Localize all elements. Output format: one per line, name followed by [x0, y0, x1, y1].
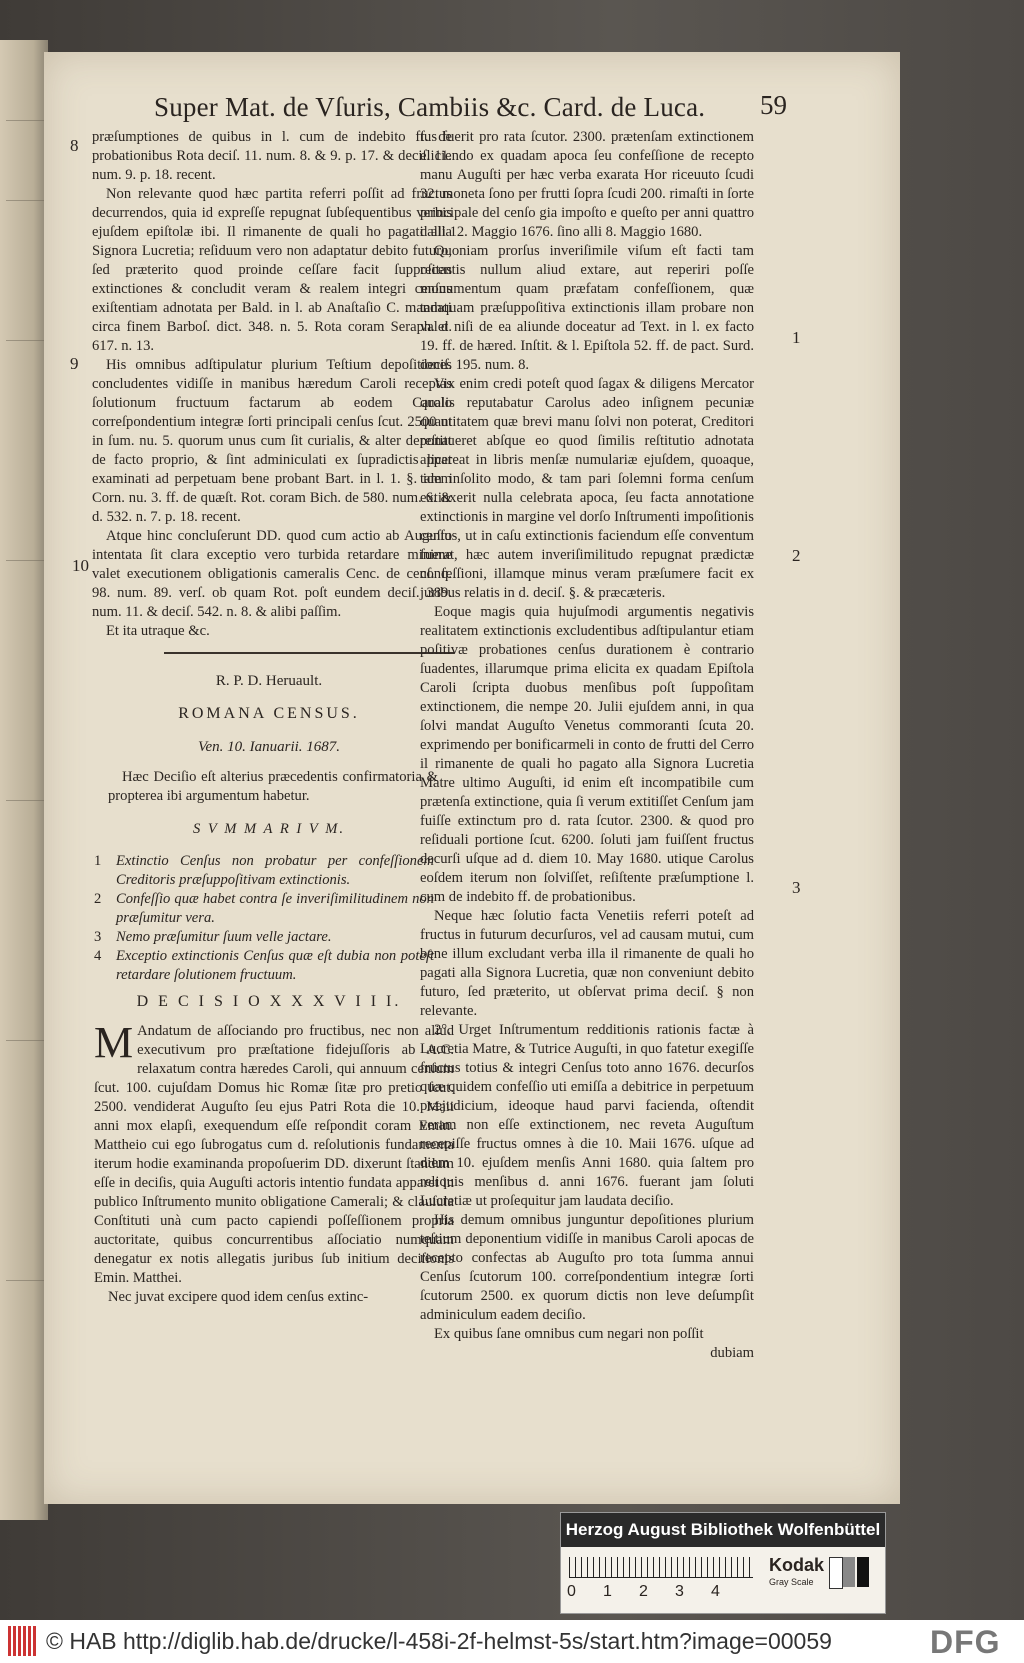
list-item: 2 Confeſſio quæ habet contra ſe inveriſimilitudinem non præſumitur vera.: [94, 891, 434, 926]
margin-number: 9: [70, 354, 79, 373]
list-item: 4 Exceptio extinctionis Cenſus quæ eſt dubia non poteſt retardare ſolutionem fructuum.: [94, 948, 434, 983]
paragraph: Andatum de aſſociando pro fructibus, nec non aliud executivum pro præſtatione fidejuſſoris ab A.C. relaxatum contra hæredes Caroli, qui annuum cenſum ſcut. 100. cujuſdam Domus hic Romæ ſitæ pro pretio ſcut. 2500. vendiderat Auguſto ſeu ejus Patri Rota die 10. Maii anni mox elapſi, exequendum eſſe reſpondit coram Emin. Mattheio cui ego ſubrogatus cum d. reſolutionis fundamenta iterum hodie examinanda propoſuerim DD. dixerunt ſtandum eſſe in deciſis, quia Auguſti actoris intentio fundata apparet in publico Inſtrumento munito obligatione Camerali; & clauſula Conſtituti unà cum pacto capiendi poſſeſſionem propria auctoritate, quibus concurrentibus aſſociatio numquam denegatur ex notis allegatis juribus ſub initium deciſionis Emin. Matthei.: [94, 1023, 454, 1286]
grayscale-label: Gray Scale: [769, 1577, 814, 1587]
paragraph: Eoque magis quia hujuſmodi argumentis negativis realitatem extinctionis excludentibus adſtipulantur etiam poſitivæ probationes cenſus durationem è contrario ſuadentes, illarumque prima elicita ex quadam Epiſtola Caroli ſcripta duobus menſibus poſt ſuppoſitam extinctionem, die nempe 20. Julii ejuſdem anni, in qua ſolvi mandat Auguſto Venetus commoranti ſcuta 20. exprimendo per bonificarmeli in conto de frutti del Cerro il rimanente de quali ho pagato alla Signora Lucretia Matre ultimo Auguſti, id enim eſt incompatibile cum prætenſa extinctione, quia ſi verum extitiſſet Cenſum jam fuiſſe extinctum pro d. rata ſcutor. 2300. & quod pro reſiduali portione ſcut. 6200. ſoluti jam fuiſſent fructus decurſi uſque ad d. diem 10. May 1680. utique Carolus eoſdem iterum non ſolviſſet, reſiſtente præſumptione l. cum de indebito ff. de probationibus.: [420, 604, 754, 905]
dfg-logo: DFG: [930, 1624, 1001, 1660]
paragraph: Ex quibus ſane omnibus cum negari non poſſit: [434, 1326, 704, 1342]
book-spine: [0, 40, 48, 1520]
paragraph: Neque hæc ſolutio facta Venetiis referri poteſt ad fructus in futurum decurſuros, vel ad causam mutui, cum bene illum excludant verba illa il rimanente de quali ho pagati alla Signora Lucretia, quæ non conveniunt debito futuro, ſed præterito, ut obſervat prima deciſ. § non relevante.: [420, 908, 754, 1019]
running-title: Super Mat. de Vſuris, Cambiis &c. Card. de Luca.: [154, 92, 706, 122]
drop-cap: M: [94, 1018, 134, 1067]
paragraph: His omnibus adſtipulatur plurium Teſtium depoſitiones concludentes vidiſſe in manibus hæredum Caroli receptas ſolutionum fructuum factarum ab eodem Carolo correſpondentium integræ ſorti principali cenſus ſcut. 2500 ut in ſum. nu. 5. quorum unus cum ſit curialis, & alter deponat de facto proprio, & ſint adminiculati ex ſupradictis licet examinati ad perpetuam bene probant Bart. in l. 1. §. idem Corn. nu. 3. ff. de quæſt. Rot. coram Bich. de 580. num. 6. & d. 532. n. 7. p. 18. recent.: [92, 357, 452, 525]
ruler-numbers: 0 1 2 3 4: [567, 1583, 720, 1600]
ruler-scale: [569, 1557, 753, 1578]
decisio-title: D E C I S I O X X X V I I I.: [136, 993, 402, 1010]
page-number: 59: [760, 90, 787, 120]
summarium-title: S V M M A R I V M.: [192, 821, 346, 837]
paragraph: His demum omnibus junguntur depoſitiones plurium teſtium deponentium vidiſſe in manibus Caroli apocas de recepto confectas ab Auguſto pro tota ſumma annui Cenſus ſcutorum 100. correſpondentium integræ ſorti ſcutorum 2500. ex quorum dictis non leve deſumpſit adminiculum eadem deciſio.: [420, 1212, 754, 1323]
case-title: ROMANA CENSUS.: [178, 705, 360, 722]
margin-number: 8: [70, 136, 79, 155]
paragraph: tus fuerit pro rata ſcutor. 2300. prætenſam extinctionem eliciendo ex quadam apoca ſeu confeſſione de recepto manu Auguſti per hæc verba exarata Hor riceuuto ſcudi 32. moneta ſono per frutti ſopra ſcudi 200. rimaſti in ſorte principale del cenſo gia impoſto e queſto per anni quattro dalli 12. Maggio 1676. ſino alli 8. Maggio 1680.: [420, 129, 754, 240]
book-page: [44, 52, 900, 1504]
margin-number: 1: [792, 328, 801, 347]
color-calibration-card: [560, 1512, 886, 1614]
margin-number: 2: [792, 546, 801, 565]
right-column: [420, 128, 754, 1363]
paragraph: Atque hinc concluſerunt DD. quod cum actio ab Auguſto intentata ſit clara exceptio vero turbida retardare minime valet executionem obligationis cameralis Cenc. de cenſ. q. 98. num. 89. verſ. ob quam Rot. poſt eundem deciſ. 389. num. 11. & deciſ. 542. n. 8. & alibi paſſim.: [92, 528, 452, 620]
margin-number: 10: [72, 556, 89, 575]
paragraph: Non relevante quod hæc partita referri poſſit ad fructus decurrendos, quia id expreſſe repugnat ſubſequentibus verbis ejuſdem epiſtolæ ibi. Il rimanente de quali ho pagati alla Signora Lucretia; reſiduum vero non adaptatur debito futuro, ſed præterito quod proinde ceſſare facit ſuppoſitas extinctiones & concludit veram & realem integri cenſus exiſtentiam adnotata per Bald. in l. ab Anaſtaſio C. mandati circa finem Barboſ. dict. 348. n. 5. Rota coram Seraph. d. 617. n. 13.: [92, 186, 452, 354]
grayscale-patch: [857, 1557, 869, 1587]
decision-intro: Hæc Deciſio eſt alterius præcedentis confirmatoria & propterea ibi argumentum habetur.: [108, 769, 438, 804]
auditor-name: R. P. D. Heruault.: [215, 673, 323, 689]
paragraph: 2°. Urget Inſtrumentum redditionis rationis factæ à Lucretia Matre, & Tutrice Auguſti, in quo fatetur exegiſſe fructus totius & integri Cenſus toto anno 1676. decurſos quæ quidem confeſſio uti emiſſa a debitrice in perpetuum præjudicium, ideoque haud parvi facienda, oſtendit veram non eſſe extinctionem, nec reveta Auguſtum recepiſſe fructus omnes à die 10. Maii 1676. uſque ad diem 10. ejuſdem menſis Anni 1680. quia ſaltem pro reliquis menſibus d. anni 1676. fuerant jam ſoluti Lucretiæ ut proſequitur jam laudata deciſio.: [420, 1022, 754, 1209]
summarium-list: [94, 852, 434, 985]
decision-date: Ven. 10. Ianuarii. 1687.: [197, 739, 341, 755]
decisio-body: [94, 1018, 454, 1307]
grayscale-patch: [829, 1557, 843, 1589]
footer-bar: [0, 1620, 1024, 1663]
margin-number: 3: [792, 878, 801, 897]
paragraph: Et ita utraque &c.: [106, 623, 210, 639]
card-title: Herzog August Bibliothek Wolfenbüttel: [561, 1513, 885, 1547]
list-item: 1 Extinctio Cenſus non probatur per confeſſionem Creditoris præſuppoſitivam extinctionis.: [94, 853, 434, 888]
grayscale-patch: [843, 1557, 855, 1587]
barcode-icon: [8, 1626, 38, 1656]
left-column: [92, 128, 452, 641]
divider-rule: [164, 652, 454, 654]
kodak-logo: Kodak: [769, 1555, 825, 1575]
source-url[interactable]: © HAB http://diglib.hab.de/drucke/l-458i-2f-helmst-5s/start.htm?image=00059: [46, 1628, 832, 1654]
paragraph: Quoniam prorſus inveriſimile viſum eſt facti tam recentis nullum aliud extare, aut reperiri poſſe monumentum quam præfatam confeſſionem, quæ tamquam præſuppoſitiva extinctionis illam probare non valet niſi de ea aliunde doceatur ad Text. in l. ex facto 19. ff. de hæred. Inſtit. & l. Epiſtola 52. ff. de pact. Surd. deciſ. 195. num. 8.: [420, 243, 754, 373]
paragraph: Vix enim credi poteſt quod ſagax & diligens Mercator qualis reputabatur Carolus adeo inſignem pecuniæ quantitatem quæ brevi manu ſolvi non poterat, Creditori reſtitueret abſque eo quod ſimilis reſtitutio adnotata appareat in libris menſæ numulariæ ejuſdem, quoaque, tam inſolito modo, & tam pari ſolemni forma cenſum extinxerit nulla celebrata apoca, ſeu facta annotatione extinctionis in margine vel dorſo Inſtrumenti impoſitionis cenſus, ut in caſu extinctionis faciendum eſſe conventum fuerat, hæc autem inveriſimilitudo repugnat prædictæ confeſſioni, illamque minus veram præſumere facit ex juribus relatis in d. deciſ. §. & præcæteris.: [420, 376, 754, 601]
paragraph: Nec juvat excipere quod idem cenſus extinc-: [108, 1289, 369, 1305]
paragraph: præſumptiones de quibus in l. cum de indebito ff. de probationibus Rota deciſ. 11. num. 8. & 9. p. 17. & deciſ. 11. num. 9. p. 18. recent.: [92, 129, 452, 183]
catchword: dubiam: [710, 1345, 754, 1361]
list-item: 3 Nemo præſumitur ſuum velle jactare.: [94, 929, 332, 945]
